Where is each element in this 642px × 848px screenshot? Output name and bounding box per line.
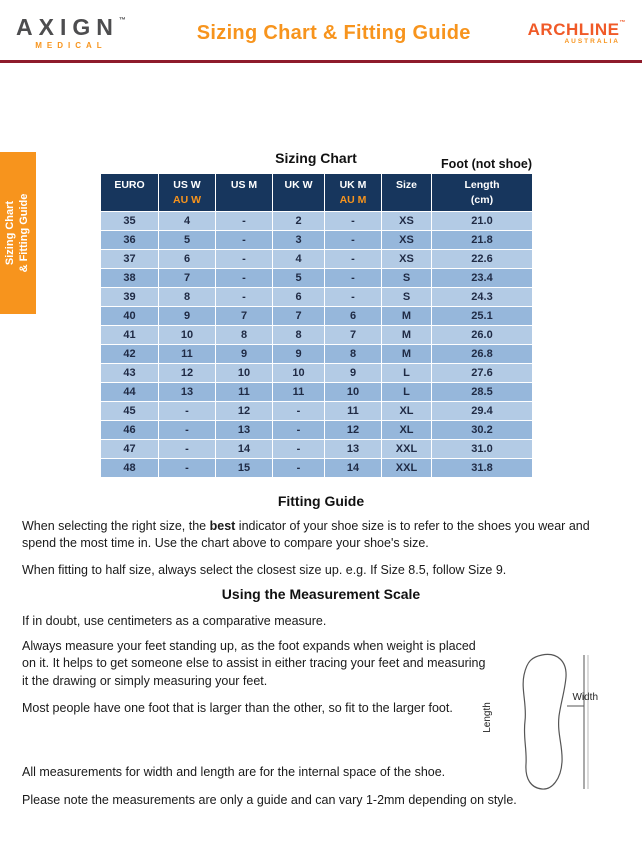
table-cell: 13	[159, 383, 216, 402]
table-row	[101, 440, 533, 459]
table-cell: 47	[101, 440, 159, 459]
table-cell: 11	[273, 383, 325, 402]
measurement-scale-heading: Using the Measurement Scale	[221, 586, 421, 602]
table-cell: XS	[382, 212, 432, 231]
table-row	[101, 288, 533, 307]
table-cell: 11	[159, 345, 216, 364]
table-cell: L	[382, 364, 432, 383]
table-cell: 5	[273, 269, 325, 288]
table-cell: -	[273, 421, 325, 440]
table-cell: 9	[216, 345, 273, 364]
table-cell: -	[325, 288, 382, 307]
table-cell: -	[273, 440, 325, 459]
table-cell: 48	[101, 459, 159, 478]
table-cell: 10	[325, 383, 382, 402]
table-row	[101, 250, 533, 269]
table-row	[101, 269, 533, 288]
table-cell: 39	[101, 288, 159, 307]
table-header-cell: UK M AU M	[325, 174, 382, 212]
axign-logo-subtext: MEDICAL	[35, 41, 107, 50]
table-cell: 31.0	[432, 440, 533, 459]
table-row	[101, 364, 533, 383]
table-cell: 5	[159, 231, 216, 250]
width-label: Width	[572, 692, 598, 703]
table-cell: 4	[159, 212, 216, 231]
table-cell: 30.2	[432, 421, 533, 440]
table-cell: 27.6	[432, 364, 533, 383]
table-cell: 12	[159, 364, 216, 383]
table-cell: -	[216, 250, 273, 269]
table-cell: 9	[273, 345, 325, 364]
table-cell: -	[216, 212, 273, 231]
table-header-cell: Length (cm)	[432, 174, 533, 212]
table-cell: 42	[101, 345, 159, 364]
table-cell: 9	[159, 307, 216, 326]
table-cell: -	[325, 269, 382, 288]
table-cell: -	[159, 459, 216, 478]
table-cell: 8	[159, 288, 216, 307]
table-cell: XL	[382, 402, 432, 421]
archline-trademark: ™	[619, 19, 626, 26]
archline-logo	[528, 21, 626, 46]
table-cell: 11	[325, 402, 382, 421]
table-cell: -	[216, 231, 273, 250]
table-cell: S	[382, 288, 432, 307]
table-cell: 44	[101, 383, 159, 402]
table-cell: 6	[325, 307, 382, 326]
table-cell: XS	[382, 250, 432, 269]
table-cell: -	[325, 212, 382, 231]
table-cell: 21.8	[432, 231, 533, 250]
table-row	[101, 307, 533, 326]
table-row	[101, 383, 533, 402]
table-cell: 10	[159, 326, 216, 345]
axign-logo-name	[16, 16, 126, 39]
table-cell: 23.4	[432, 269, 533, 288]
table-row	[101, 212, 533, 231]
page-header	[0, 0, 642, 60]
fitting-guide-p1-after: indicator of your shoe size is to refer to the shoes you wear and spend the most time in. Use the chart above to compare your shoe's size.	[22, 519, 590, 551]
table-cell: 8	[273, 326, 325, 345]
table-cell: 14	[216, 440, 273, 459]
table-header-cell: EURO	[101, 174, 159, 212]
table-row	[101, 459, 533, 478]
table-header-cell: US W AU W	[159, 174, 216, 212]
measurement-paragraph-3: Most people have one foot that is larger than the other, so fit to the larger foot.	[22, 701, 453, 715]
table-cell: -	[216, 269, 273, 288]
table-cell: 21.0	[432, 212, 533, 231]
table-cell: 3	[273, 231, 325, 250]
table-row	[101, 326, 533, 345]
table-cell: 26.8	[432, 345, 533, 364]
table-cell: 11	[216, 383, 273, 402]
table-cell: 45	[101, 402, 159, 421]
table-cell: 10	[216, 364, 273, 383]
length-label: Length	[481, 702, 493, 733]
header-divider-line	[0, 60, 642, 63]
archline-logo-text: ARCHLINE	[527, 19, 620, 39]
table-cell: 6	[159, 250, 216, 269]
table-cell: XXL	[382, 459, 432, 478]
side-tab-label	[0, 152, 36, 314]
table-cell: 8	[325, 345, 382, 364]
fitting-guide-p1-before: When selecting the right size, the	[22, 519, 210, 533]
sizing-chart-section	[100, 150, 532, 478]
measurement-paragraph-1: If in doubt, use centimeters as a comparative measure.	[22, 614, 327, 628]
table-header-cell: Size	[382, 174, 432, 212]
foot-outline-icon	[504, 650, 594, 796]
table-cell: L	[382, 383, 432, 402]
table-cell: 35	[101, 212, 159, 231]
table-row	[101, 421, 533, 440]
sizing-chart-table	[100, 173, 533, 478]
page-title: Sizing Chart & Fitting Guide	[196, 21, 471, 44]
fitting-guide-paragraph-2: When fitting to half size, always select the closest size up. e.g. If Size 8.5, follow Size 9.	[22, 563, 507, 577]
side-tab-line1: Sizing Chart	[4, 200, 17, 266]
table-cell: 7	[216, 307, 273, 326]
table-cell: 41	[101, 326, 159, 345]
table-cell: -	[325, 231, 382, 250]
table-cell: 46	[101, 421, 159, 440]
table-cell: -	[273, 402, 325, 421]
fitting-guide-p1-bold: best	[209, 519, 236, 533]
axign-logo-text: AXIGN	[16, 14, 119, 40]
table-cell: 37	[101, 250, 159, 269]
table-cell: 8	[216, 326, 273, 345]
table-cell: 28.5	[432, 383, 533, 402]
table-cell: 2	[273, 212, 325, 231]
table-row	[101, 231, 533, 250]
table-cell: 25.1	[432, 307, 533, 326]
table-row	[101, 345, 533, 364]
table-cell: 38	[101, 269, 159, 288]
table-cell: 12	[325, 421, 382, 440]
table-cell: 31.8	[432, 459, 533, 478]
table-cell: S	[382, 269, 432, 288]
table-cell: 24.3	[432, 288, 533, 307]
measurement-paragraph-4: All measurements for width and length are for the internal space of the shoe.	[22, 765, 446, 779]
table-cell: 6	[273, 288, 325, 307]
table-cell: 22.6	[432, 250, 533, 269]
measurement-paragraph-2: Always measure your feet standing up, as the foot expands when weight is placed on it. It helps to get someone else to assist in either tracing your feet and measuring it the drawing or simply measuring your feet.	[22, 639, 486, 688]
measurement-paragraph-5: Please note the measurements are only a guide and can vary 1-2mm depending on style.	[22, 793, 517, 807]
table-cell: XXL	[382, 440, 432, 459]
table-cell: 7	[325, 326, 382, 345]
table-cell: 13	[216, 421, 273, 440]
table-cell: 7	[273, 307, 325, 326]
side-tab	[0, 152, 36, 314]
fitting-guide-heading: Fitting Guide	[277, 493, 365, 509]
sizing-chart-title: Sizing Chart	[275, 150, 357, 166]
table-cell: 15	[216, 459, 273, 478]
table-cell: 13	[325, 440, 382, 459]
table-cell: M	[382, 326, 432, 345]
axign-trademark: ™	[118, 17, 126, 24]
fitting-guide-paragraph-1	[22, 518, 626, 553]
table-cell: 10	[273, 364, 325, 383]
foot-measurement-diagram	[481, 650, 604, 798]
table-cell: 36	[101, 231, 159, 250]
table-cell: 43	[101, 364, 159, 383]
table-cell: -	[273, 459, 325, 478]
table-cell: 9	[325, 364, 382, 383]
table-cell: M	[382, 345, 432, 364]
foot-not-shoe-note: Foot (not shoe)	[441, 157, 532, 171]
table-cell: -	[159, 440, 216, 459]
table-cell: -	[159, 402, 216, 421]
table-cell: M	[382, 307, 432, 326]
size-table-head-row	[101, 174, 533, 212]
table-cell: 12	[216, 402, 273, 421]
table-cell: -	[325, 250, 382, 269]
table-cell: XL	[382, 421, 432, 440]
table-header-cell: US M	[216, 174, 273, 212]
archline-logo-subtext: AUSTRALIA	[564, 37, 620, 45]
table-cell: -	[159, 421, 216, 440]
table-cell: 40	[101, 307, 159, 326]
table-cell: XS	[382, 231, 432, 250]
axign-logo	[16, 16, 126, 50]
table-cell: 7	[159, 269, 216, 288]
table-cell: -	[216, 288, 273, 307]
archline-logo-name	[528, 21, 626, 38]
table-row	[101, 402, 533, 421]
table-cell: 14	[325, 459, 382, 478]
size-table-body	[101, 212, 533, 478]
side-tab-line2: & Fitting Guide	[18, 193, 30, 273]
table-cell: 29.4	[432, 402, 533, 421]
table-cell: 4	[273, 250, 325, 269]
table-cell: 26.0	[432, 326, 533, 345]
table-header-cell: UK W	[273, 174, 325, 212]
